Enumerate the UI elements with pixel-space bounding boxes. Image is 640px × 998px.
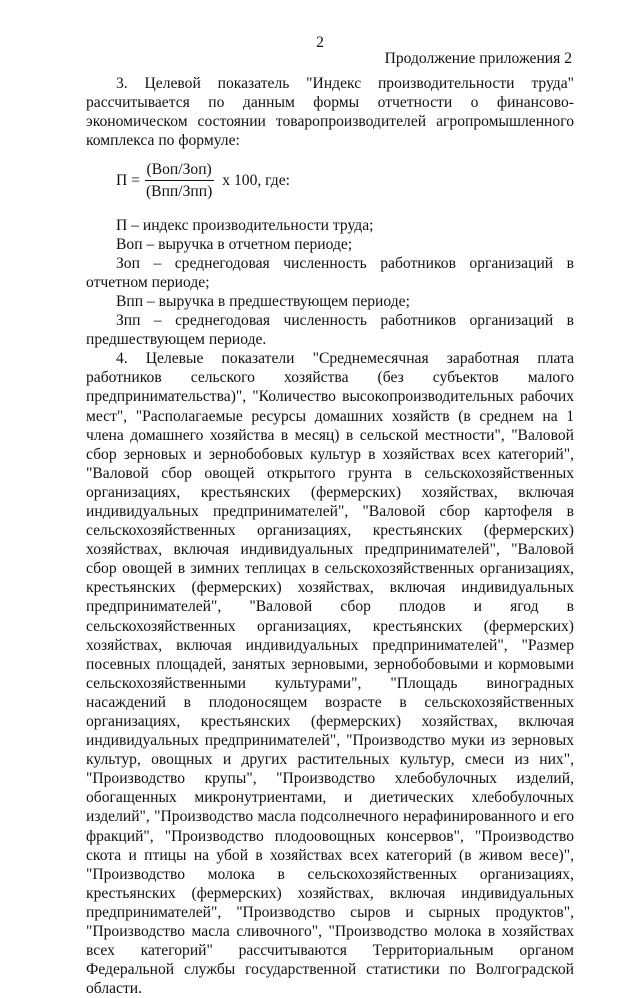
formula-denominator: (Впп/Зпп) [145, 183, 213, 201]
formula-fraction [144, 160, 214, 201]
productivity-formula [116, 160, 574, 201]
paragraph-3: 3. Целевой показатель "Индекс производительности труда" рассчитывается по данным формы отчетности о финансово-экономическом состоянии товаропроизводителей агропромышленного комплекса по формуле: [86, 75, 574, 150]
definition-headcount-current: Зоп – среднегодовая численность работников организаций в отчетном периоде; [86, 254, 574, 291]
definition-revenue-current: Воп – выручка в отчетном периоде; [116, 235, 353, 253]
continuation-label: Продолжение приложения 2 [384, 50, 572, 67]
formula-lhs: П = [116, 172, 140, 190]
document-body [86, 74, 574, 998]
page-number: 2 [316, 34, 324, 51]
formula-multiplier: х 100, где: [222, 172, 290, 190]
definition-revenue-previous: Впп – выручка в предшествующем периоде; [116, 292, 410, 310]
formula-numerator: (Воп/Зоп) [145, 160, 214, 181]
paragraph-4: 4. Целевые показатели "Среднемесячная заработная плата работников сельского хозяйства (без субъектов малого предпринимательства)", "Количество высокопроизводительных рабочих мест", "Располагаемые ресурсы домашних хозяйств (в среднем на 1 члена домашнего хозяйства в месяц) в сельской местности", "Валовой сбор зерновых и зернобобовых культур в хозяйствах всех категорий", "Валовой сбор овощей открытого грунта в сельскохозяйственных организациях, крестьянских (фермерских) хозяйствах, включая индивидуальных предпринимателей", "Валовой сбор картофеля в сельскохозяйственных организациях, крестьянских (фермерских) хозяйствах, включая индивидуальных предпринимателей", "Валовой сбор овощей в зимних теплицах в сельскохозяйственных организациях, крестьянских (фермерских) хозяйствах, включая индивидуальных предпринимателей", "Валовой сбор плодов и ягод в сельскохозяйственных организациях, крестьянских (фермерских) хозяйствах, включая индивидуальных предпринимателей", "Размер посевных площадей, занятых зерновыми, зернобобовыми и кормовыми сельскохозяйственными культурами", "Площадь виноградных насаждений в плодоносящем возрасте в сельскохозяйственных организациях, крестьянских (фермерских) хозяйствах, включая индивидуальных предпринимателей", "Производство муки из зерновых культур, овощных и других растительных культур, смеси из них", "Производство крупы", "Производство хлебобулочных изделий, обогащенных микронутриентами, и диетических хлебобулочных изделий", "Производство масла подсолнечного нерафинированного и его фракций", "Производство плодоовощных консервов", "Производство скота и птицы на убой в хозяйствах всех категорий (в живом весе)", "Производство молока в сельскохозяйственных организациях, крестьянских (фермерских) хозяйствах, включая индивидуальных предпринимателей", "Производство сыров и сырных продуктов", "Производство масла сливочного", "Производство молока в хозяйствах всех категорий" рассчитываются Территориальным органом Федеральной службы государственной статистики по Волгоградской области. [86, 350, 574, 998]
definition-index: П – индекс производительности труда; [116, 216, 374, 234]
definition-headcount-previous: Зпп – среднегодовая численность работников организаций в предшествующем периоде. [86, 312, 574, 349]
